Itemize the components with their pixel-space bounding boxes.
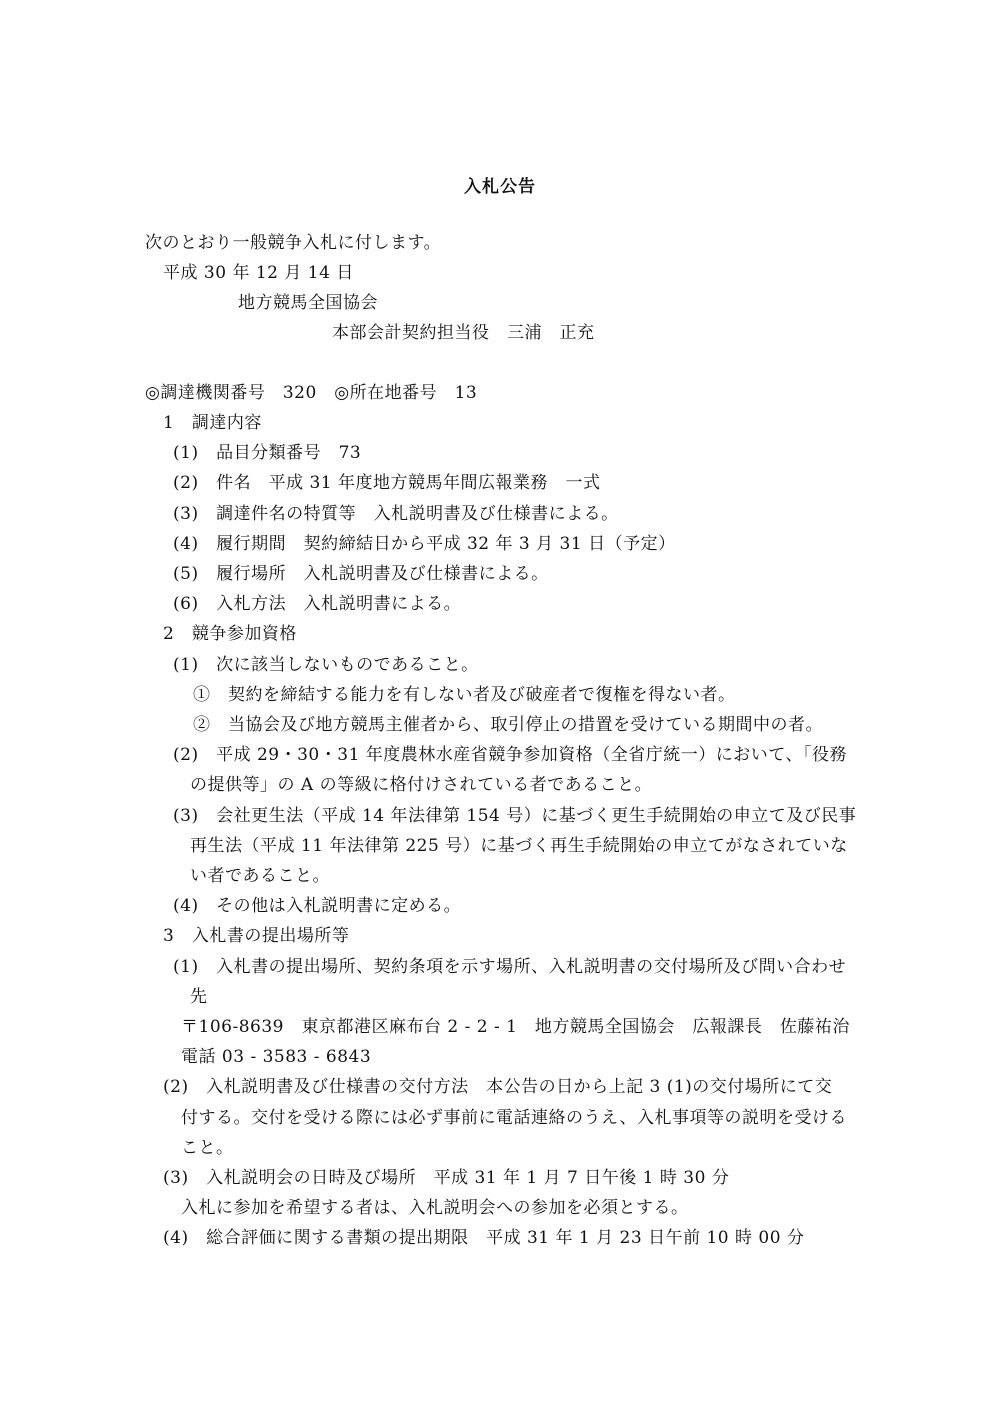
section-3-item-continued: 先 [190, 987, 208, 1007]
intro-text: 次のとおり一般競争入札に付します。 [145, 233, 442, 253]
section-2-heading: 2 競争参加資格 [163, 624, 297, 644]
section-1-item: (5) 履行場所 入札説明書及び仕様書による。 [173, 564, 549, 584]
section-3-item-continued: 入札に参加を希望する者は、入札説明会への参加を必須とする。 [181, 1198, 689, 1218]
section-3-item: (1) 入札書の提出場所、契約条項を示す場所、入札説明書の交付場所及び問い合わせ [173, 957, 847, 977]
section-2-item: (3) 会社更生法（平成 14 年法律第 154 号）に基づく更生手続開始の申立て及び民事 [173, 806, 857, 826]
organization-name: 地方競馬全国協会 [238, 293, 378, 313]
agency-numbers: ◎調達機関番号 320 ◎所在地番号 13 [145, 383, 478, 403]
section-2-subitem: ① 契約を締結する能力を有しない者及び破産者で復権を得ない者。 [193, 685, 736, 705]
section-2-item: (1) 次に該当しないものであること。 [173, 655, 479, 675]
section-1-item: (2) 件名 平成 31 年度地方競馬年間広報業務 一式 [173, 473, 601, 493]
contract-officer: 本部会計契約担当役 三浦 正充 [332, 323, 595, 343]
notice-date: 平成 30 年 12 月 14 日 [163, 263, 354, 283]
section-2-item: (4) その他は入札説明書に定める。 [173, 896, 462, 916]
section-1-item: (4) 履行期間 契約締結日から平成 32 年 3 月 31 日（予定） [173, 534, 676, 554]
section-2-item-continued: 再生法（平成 11 年法律第 225 号）に基づく再生手続開始の申立てがなされていな [190, 836, 848, 856]
contact-address: 〒106-8639 東京都港区麻布台 2 - 2 - 1 地方競馬全国協会 広報課長 佐藤祐治 [181, 1017, 850, 1037]
section-3-heading: 3 入札書の提出場所等 [163, 926, 350, 946]
section-3-item: (4) 総合評価に関する書類の提出期限 平成 31 年 1 月 23 日午前 10 時 00 分 [163, 1228, 805, 1248]
section-2-subitem: ② 当協会及び地方競馬主催者から、取引停止の措置を受けている期間中の者。 [193, 715, 823, 735]
section-3-item: (3) 入札説明会の日時及び場所 平成 31 年 1 月 7 日午後 1 時 30 分 [163, 1168, 730, 1188]
section-1-item: (6) 入札方法 入札説明書による。 [173, 594, 462, 614]
section-3-item: (2) 入札説明書及び仕様書の交付方法 本公告の日から上記 3 (1)の交付場所にて交 [163, 1077, 833, 1097]
section-2-item-continued: の提供等」の A の等級に格付けされている者であること。 [190, 775, 653, 795]
section-2-item: (2) 平成 29・30・31 年度農林水産省競争参加資格（全省庁統一）において、「役務 [173, 745, 847, 765]
section-1-item: (1) 品目分類番号 73 [173, 443, 362, 463]
section-1-item: (3) 調達件名の特質等 入札説明書及び仕様書による。 [173, 504, 619, 524]
section-2-item-continued: い者であること。 [190, 866, 330, 886]
document-title: 入札公告 [464, 177, 536, 197]
contact-phone: 電話 03 - 3583 - 6843 [181, 1047, 372, 1067]
section-1-heading: 1 調達内容 [163, 413, 262, 433]
section-3-item-continued: 付する。交付を受ける際には必ず事前に電話連絡のうえ、入札事項等の説明を受ける [181, 1108, 848, 1128]
section-3-item-continued: こと。 [181, 1138, 234, 1158]
